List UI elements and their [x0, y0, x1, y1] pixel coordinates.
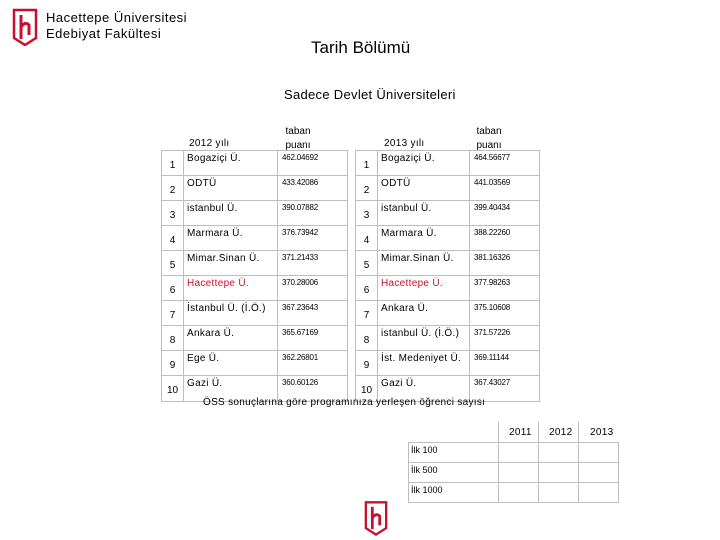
- score-header-line: taban: [285, 126, 311, 137]
- count-cell: [539, 442, 579, 462]
- rank-cell: 1: [162, 151, 184, 176]
- score-cell: 370.28006: [278, 276, 348, 301]
- count-cell: [499, 442, 539, 462]
- rank-cell: 3: [356, 201, 378, 226]
- university-cell: istanbul Ü.: [378, 201, 470, 226]
- count-cell: [539, 482, 579, 502]
- score-cell: 377.98263: [470, 276, 540, 301]
- university-cell: Mimar.Sinan Ü.: [184, 251, 278, 276]
- score-cell: 390.07882: [278, 201, 348, 226]
- count-cell: [539, 462, 579, 482]
- score-cell: 371.21433: [278, 251, 348, 276]
- table-row: [409, 422, 619, 442]
- rank-cell: 7: [356, 301, 378, 326]
- rank-cell: 5: [162, 251, 184, 276]
- empty-cell: [579, 422, 619, 442]
- year-label-2012: 2012 yılı: [189, 138, 230, 149]
- oss-caption: ÖSS sonuçlarına göre programınıza yerleşen öğrenci sayısı: [203, 397, 486, 408]
- empty-cell: [499, 422, 539, 442]
- score-cell: 433.42086: [278, 176, 348, 201]
- rank-cell: 10: [356, 376, 378, 402]
- table-row: [409, 482, 619, 502]
- score-header-line: puanı: [476, 140, 502, 151]
- score-cell: 399.40434: [470, 201, 540, 226]
- university-cell: ODTÜ: [184, 176, 278, 201]
- institution-name: Hacettepe Üniversitesi: [46, 10, 188, 25]
- rank-cell: 9: [162, 351, 184, 376]
- ranking-table-2012: [161, 150, 348, 402]
- rank-cell: 6: [162, 276, 184, 301]
- university-cell: Hacettepe Ü.: [184, 276, 278, 301]
- score-cell: 375.10608: [470, 301, 540, 326]
- faculty-name: Edebiyat Fakültesi: [46, 26, 162, 41]
- university-cell: İstanbul Ü. (İ.Ö.): [184, 301, 278, 326]
- university-cell: ODTÜ: [378, 176, 470, 201]
- count-cell: [579, 442, 619, 462]
- university-cell: Bogaziçi Ü.: [378, 151, 470, 176]
- page-title: Tarih Bölümü: [311, 38, 411, 57]
- score-cell: 360.60126: [278, 376, 348, 402]
- score-cell: 371.57226: [470, 326, 540, 351]
- university-cell: Mimar.Sinan Ü.: [378, 251, 470, 276]
- university-cell: istanbul Ü. (İ.Ö.): [378, 326, 470, 351]
- rank-cell: 8: [162, 326, 184, 351]
- rank-cell: 2: [162, 176, 184, 201]
- table-row: [356, 151, 540, 176]
- university-cell: Gazi Ü.: [184, 376, 278, 402]
- university-cell: Ankara Ü.: [184, 326, 278, 351]
- score-cell: 441.03569: [470, 176, 540, 201]
- table-row: [409, 462, 619, 482]
- university-cell: Ankara Ü.: [378, 301, 470, 326]
- rank-cell: 6: [356, 276, 378, 301]
- row-label: İlk 100: [409, 442, 499, 462]
- score-cell: 381.16326: [470, 251, 540, 276]
- count-cell: [499, 462, 539, 482]
- rank-cell: 7: [162, 301, 184, 326]
- empty-cell: [539, 422, 579, 442]
- university-cell: Marmara Ü.: [184, 226, 278, 251]
- score-header-2012: [273, 125, 323, 153]
- row-label: İlk 1000: [409, 482, 499, 502]
- score-cell: 365.67169: [278, 326, 348, 351]
- oss-count-table: [408, 422, 619, 503]
- count-cell: [579, 462, 619, 482]
- score-cell: 367.23643: [278, 301, 348, 326]
- score-header-2013: [464, 125, 514, 153]
- empty-cell: [409, 422, 499, 442]
- table-row: [162, 351, 348, 376]
- table-row: [356, 326, 540, 351]
- table-row: [162, 326, 348, 351]
- hacettepe-logo-icon: [364, 500, 388, 536]
- table-row: [162, 201, 348, 226]
- rank-cell: 10: [162, 376, 184, 402]
- score-cell: 388.22260: [470, 226, 540, 251]
- table-row: [162, 276, 348, 301]
- table-row: [409, 442, 619, 462]
- university-cell: Bogaziçi Ü.: [184, 151, 278, 176]
- hacettepe-logo-icon: [12, 8, 38, 46]
- rank-cell: 3: [162, 201, 184, 226]
- year-header-2011: 2011: [509, 427, 532, 438]
- count-cell: [579, 482, 619, 502]
- score-cell: 464.56677: [470, 151, 540, 176]
- table-row: [356, 251, 540, 276]
- table-row: [162, 151, 348, 176]
- rank-cell: 9: [356, 351, 378, 376]
- table-row: [356, 176, 540, 201]
- table-row: [356, 201, 540, 226]
- score-cell: 362.26801: [278, 351, 348, 376]
- rank-cell: 4: [162, 226, 184, 251]
- rank-cell: 4: [356, 226, 378, 251]
- university-cell: istanbul Ü.: [184, 201, 278, 226]
- rank-cell: 8: [356, 326, 378, 351]
- university-cell: İst. Medeniyet Ü.: [378, 351, 470, 376]
- university-cell: Ege Ü.: [184, 351, 278, 376]
- year-header-2013: 2013: [590, 427, 614, 438]
- rank-cell: 5: [356, 251, 378, 276]
- table-row: [356, 276, 540, 301]
- score-header-line: taban: [476, 126, 502, 137]
- score-header-line: puanı: [285, 140, 311, 151]
- table-row: [162, 301, 348, 326]
- year-label-2013: 2013 yılı: [384, 138, 425, 149]
- table-row: [162, 226, 348, 251]
- rank-cell: 2: [356, 176, 378, 201]
- score-cell: 367.43027: [470, 376, 540, 402]
- count-cell: [499, 482, 539, 502]
- table-row: [356, 226, 540, 251]
- year-header-2012: 2012: [549, 427, 573, 438]
- score-cell: 369.11144: [470, 351, 540, 376]
- table-row: [356, 351, 540, 376]
- table-row: [356, 301, 540, 326]
- table-row: [162, 251, 348, 276]
- rank-cell: 1: [356, 151, 378, 176]
- section-title: Sadece Devlet Üniversiteleri: [284, 87, 456, 102]
- score-cell: 376.73942: [278, 226, 348, 251]
- table-row: [162, 176, 348, 201]
- ranking-table-2013: [355, 150, 540, 402]
- score-cell: 462.04692: [278, 151, 348, 176]
- university-cell: Marmara Ü.: [378, 226, 470, 251]
- row-label: İlk 500: [409, 462, 499, 482]
- university-cell: Hacettepe Ü.: [378, 276, 470, 301]
- university-cell: Gazi Ü.: [378, 376, 470, 402]
